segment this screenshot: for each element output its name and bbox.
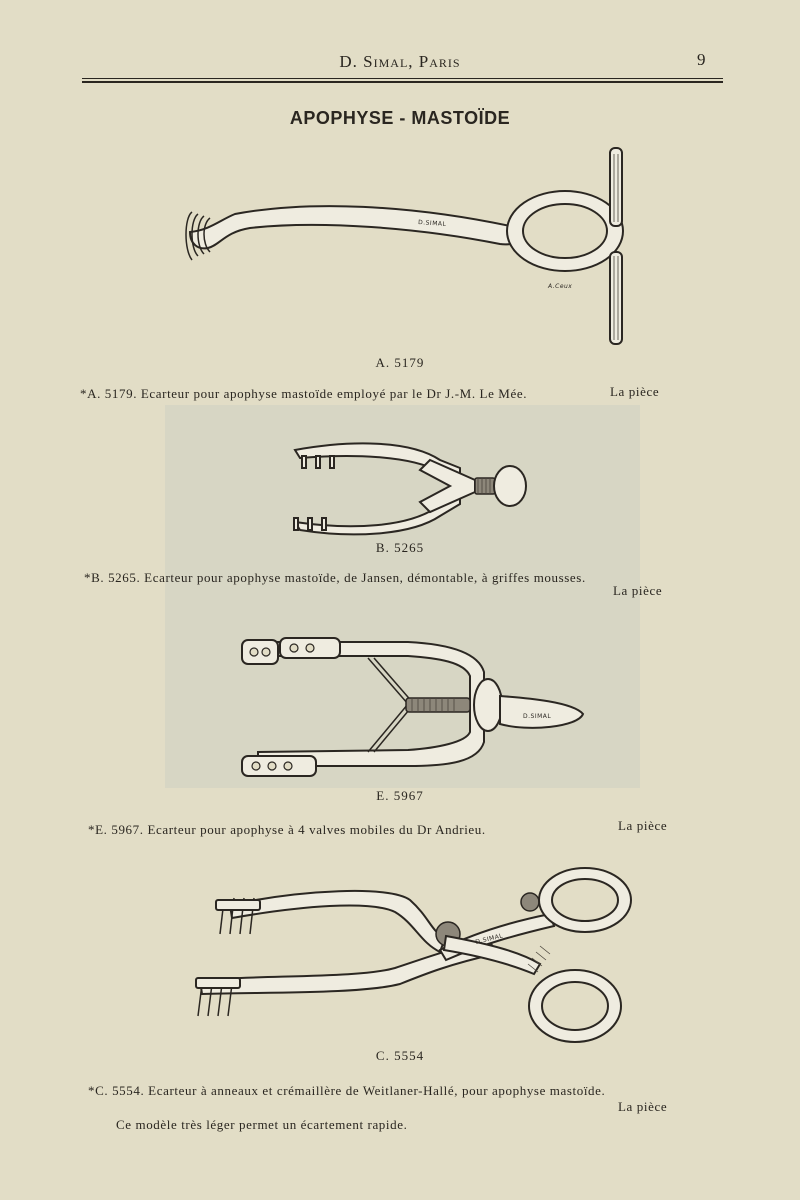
price-label-e5967: La pièce — [618, 818, 668, 833]
header-rule-lower — [82, 81, 723, 83]
figure-code-a5179: A. 5179 — [375, 355, 425, 370]
retractor-teeth-lower — [196, 978, 240, 1016]
item-description-b5265: *B. 5265. Ecarteur pour apophyse mastoïde, de Jansen, démontable, à griffes mousses. — [84, 570, 586, 585]
figure-code-c5554: C. 5554 — [375, 1048, 425, 1063]
figure-code-e5967: E. 5967 — [376, 788, 424, 803]
price-label-c5554: La pièce — [618, 1099, 668, 1114]
page-number: 9 — [697, 50, 706, 69]
section-title: APOPHYSE - MASTOÏDE — [289, 108, 511, 128]
item-note-c5554: Ce modèle très léger permet un écartement rapide. — [116, 1117, 408, 1132]
engraving-maker: D.SIMAL — [417, 219, 447, 228]
item-description-e5967: *E. 5967. Ecarteur pour apophyse à 4 valves mobiles du Dr Andrieu. — [88, 822, 486, 837]
retractor-illustration-a5179 — [180, 140, 640, 350]
jansen-teeth-upper — [302, 456, 334, 468]
retractor-illustration-e5967 — [238, 632, 588, 782]
engraving-artist: A.Ceux — [548, 283, 573, 290]
retractor-illustration-b5265 — [290, 430, 540, 545]
figure-code-b5265: B. 5265 — [375, 540, 425, 555]
item-description-a5179: *A. 5179. Ecarteur pour apophyse mastoïde employé par le Dr J.-M. Le Mée. — [80, 386, 528, 401]
price-label-b5265: La pièce — [613, 583, 663, 598]
running-header: D. Simal, Paris — [339, 52, 461, 71]
header-rule — [82, 78, 723, 79]
price-label-a5179: La pièce — [610, 384, 660, 399]
item-description-c5554: *C. 5554. Ecarteur à anneaux et crémaillère de Weitlaner-Hallé, pour apophyse mastoïde. — [88, 1083, 606, 1098]
engraving-maker: D.SIMAL — [474, 932, 504, 946]
jansen-teeth-lower — [294, 518, 326, 530]
retractor-illustration-c5554 — [190, 860, 635, 1045]
engraving-maker: D.SIMAL — [523, 713, 552, 720]
